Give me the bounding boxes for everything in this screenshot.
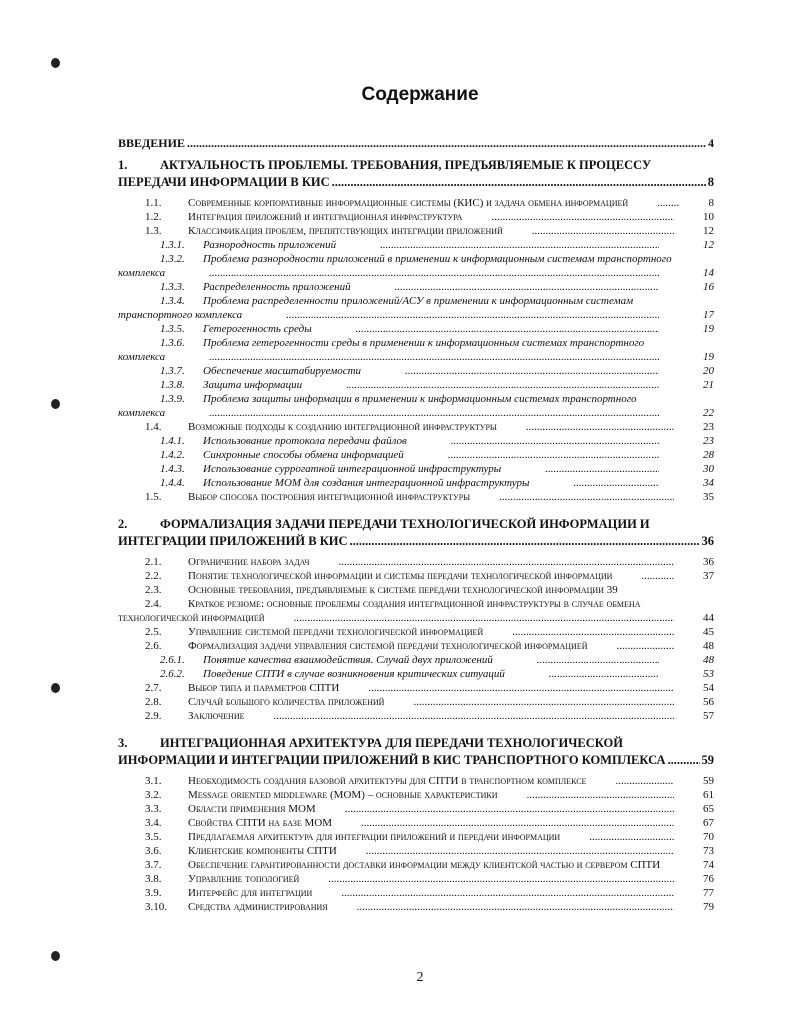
toc-entry-number: 1.3.5.	[160, 323, 185, 335]
toc-entry[interactable]	[118, 667, 714, 681]
toc-entry-number: 2.6.2.	[160, 668, 185, 680]
toc-entry-title: ВВЕДЕНИЕ .....	[118, 136, 185, 150]
page-title: Содержание	[361, 84, 479, 105]
toc-entry[interactable]	[118, 378, 714, 392]
toc-entry-page: 20	[659, 364, 714, 378]
toc-entry-number: 2.6.1.	[160, 654, 185, 666]
toc-entry-title: Управление топологией .....	[188, 873, 299, 885]
toc-entry-number: 2.1.	[145, 556, 162, 568]
toc-entry[interactable]	[118, 830, 714, 844]
toc-entry-number: 3.8.	[145, 873, 162, 885]
toc-entry[interactable]	[118, 774, 714, 788]
toc-entry-number: 1.3.1.	[160, 239, 185, 251]
toc-entry-number: 2.8.	[145, 696, 162, 708]
toc-entry-number: 2.2.	[145, 570, 162, 582]
toc-entry-number: 2.4.	[145, 598, 162, 610]
punch-hole-mark	[51, 399, 60, 409]
toc-entry-title: Краткое резюме: основные проблемы создания интеграционной инфраструктуры в случае обмена технологической информацией .....	[118, 598, 640, 624]
toc-entry-title: Использование протокола передачи файлов .....	[203, 435, 407, 447]
toc-entry-page: 67	[674, 816, 714, 830]
toc-entry-page: 12	[674, 224, 714, 238]
toc-entry-title: Защита информации .....	[203, 379, 302, 391]
toc-entry-number: 1.3.3.	[160, 281, 185, 293]
toc-entry[interactable]	[118, 392, 714, 420]
toc-entry-number: 1.4.4.	[160, 477, 185, 489]
toc-entry-page: 8	[707, 175, 714, 189]
toc-entry[interactable]	[118, 735, 714, 769]
toc-entry-title: Случай большого количества приложений .....	[188, 696, 384, 708]
toc-entry-number: 2.6.	[145, 640, 162, 652]
toc-entry-title: АКТУАЛЬНОСТЬ ПРОБЛЕМЫ. ТРЕБОВАНИЯ, ПРЕДЪЯВЛЯЕМЫЕ К ПРОЦЕССУ ПЕРЕДАЧИ ИНФОРМАЦИИ В КИС .....	[118, 158, 651, 189]
toc-entry-title: Выбор типа и параметров СПТИ .....	[188, 682, 339, 694]
toc-entry-number: 3.2.	[145, 789, 162, 801]
toc-entry-title: Разнородность приложений .....	[203, 239, 336, 251]
toc-entry-title: Интерфейс для интеграции .....	[188, 887, 312, 899]
toc-entry[interactable]	[118, 434, 714, 448]
toc-entry[interactable]	[118, 210, 714, 224]
toc-entry-number: 1.4.	[145, 421, 162, 433]
toc-entry-number: 1.4.3.	[160, 463, 185, 475]
toc-entry[interactable]	[118, 695, 714, 709]
toc-entry-number: 3.4.	[145, 817, 162, 829]
page-number: 2	[416, 970, 424, 985]
table-of-contents	[118, 135, 714, 914]
toc-entry-number: 1.3.7.	[160, 365, 185, 377]
toc-entry-title: ФОРМАЛИЗАЦИЯ ЗАДАЧИ ПЕРЕДАЧИ ТЕХНОЛОГИЧЕСКОЙ ИНФОРМАЦИИ И ИНТЕГРАЦИИ ПРИЛОЖЕНИЙ В КИС .....	[118, 517, 650, 548]
toc-entry[interactable]	[118, 252, 714, 280]
toc-entry-number: 2.9.	[145, 710, 162, 722]
toc-entry-number: 1.4.1.	[160, 435, 185, 447]
toc-entry[interactable]	[118, 802, 714, 816]
toc-entry-number: 3.9.	[145, 887, 162, 899]
toc-entry-page: 61	[674, 788, 714, 802]
toc-entry-page: 8	[680, 196, 715, 210]
toc-entry-title: Понятие качества взаимодействия. Случай двух приложений .....	[203, 654, 493, 666]
punch-hole-mark	[51, 951, 60, 961]
toc-entry-page: 59	[674, 774, 714, 788]
toc-entry[interactable]	[118, 196, 714, 210]
toc-entry-title: Предлагаемая архитектура для интеграции приложений и передачи информации .....	[188, 831, 560, 843]
toc-entry-title: Проблема распределенности приложений/АСУ в применении к информационным системам транспортного комплекса .....	[118, 295, 633, 321]
toc-entry-title: Современные корпоративные информационные системы (КИС) и задача обмена информацией .....	[188, 197, 628, 209]
toc-entry-title: ИНТЕГРАЦИОННАЯ АРХИТЕКТУРА ДЛЯ ПЕРЕДАЧИ ТЕХНОЛОГИЧЕСКОЙ ИНФОРМАЦИИ И ИНТЕГРАЦИИ ПРИЛОЖЕНИЙ В КИС ТРАНСПОРТНОГО КОМПЛЕКСА .....	[118, 736, 666, 767]
toc-entry-page: 14	[659, 266, 714, 280]
toc-entry-number: 3.6.	[145, 845, 162, 857]
toc-entry-title: Необходимость создания базовой архитектуры для СПТИ в транспортном комплексе .....	[188, 775, 586, 787]
toc-entry-page: 76	[674, 872, 714, 886]
toc-entry-number: 2.7.	[145, 682, 162, 694]
toc-entry[interactable]	[118, 555, 714, 569]
toc-entry-page: 73	[674, 844, 714, 858]
toc-entry[interactable]	[118, 135, 714, 151]
toc-entry-page: 28	[659, 448, 714, 462]
toc-entry-title: Обеспечение гарантированности доставки информации между клиентской частью и сервером СПТИ .....	[188, 859, 660, 871]
toc-entry-page: 19	[659, 322, 714, 336]
toc-entry-title: Использование суррогатной интеграционной инфраструктуры .....	[203, 463, 501, 475]
toc-entry-page: 4	[708, 136, 714, 150]
toc-entry[interactable]	[118, 157, 714, 191]
toc-entry[interactable]	[118, 886, 714, 900]
punch-hole-mark	[51, 683, 60, 693]
toc-entry-page: 48	[659, 653, 714, 667]
toc-entry-title: Синхронные способы обмена информацией .....	[203, 449, 404, 461]
toc-entry-number: 2.5.	[145, 626, 162, 638]
toc-entry-title: Распределенность приложений .....	[203, 281, 351, 293]
toc-entry[interactable]	[118, 900, 714, 914]
toc-entry-number: 2.3.	[145, 584, 162, 596]
toc-entry-page: 35	[674, 490, 714, 504]
toc-entry-number: 3.3.	[145, 803, 162, 815]
toc-entry-page: 36	[701, 534, 714, 548]
toc-entry-title: Свойства СПТИ на базе МОМ .....	[188, 817, 332, 829]
toc-entry-number: 1.4.2.	[160, 449, 185, 461]
toc-entry-number: 1.2.	[145, 211, 162, 223]
toc-entry-number: 3.5.	[145, 831, 162, 843]
toc-entry-number: 3.7.	[145, 859, 162, 871]
toc-entry-number: 2.	[118, 517, 128, 531]
toc-entry-number: 1.5.	[145, 491, 162, 503]
toc-entry[interactable]	[118, 872, 714, 886]
toc-entry[interactable]	[118, 516, 714, 550]
toc-entry-title: Гетерогенность среды .....	[203, 323, 312, 335]
toc-entry[interactable]	[118, 681, 714, 695]
toc-entry-page: 22	[659, 406, 714, 420]
toc-entry-number: 1.3.6.	[160, 337, 185, 349]
toc-entry-title: Использование МОМ для создания интеграционной инфраструктуры .....	[203, 477, 529, 489]
toc-entry-title: Ограничение набора задач .....	[188, 556, 309, 568]
toc-entry[interactable]	[118, 597, 714, 625]
toc-entry[interactable]	[118, 583, 714, 597]
toc-entry-title: Средства администрирования .....	[188, 901, 328, 913]
toc-entry[interactable]	[118, 336, 714, 364]
toc-entry-number: 3.	[118, 736, 128, 750]
toc-entry[interactable]	[118, 238, 714, 252]
toc-entry-number: 1.3.8.	[160, 379, 185, 391]
toc-entry[interactable]	[118, 569, 714, 583]
toc-entry-page: 23	[674, 420, 714, 434]
toc-entry-title: Понятие технологической информации и системы передачи технологической информации .....	[188, 570, 612, 582]
toc-entry-number: 1.1.	[145, 197, 162, 209]
toc-entry-page: 19	[659, 350, 714, 364]
toc-entry[interactable]	[118, 653, 714, 667]
toc-entry-page: 34	[659, 476, 714, 490]
toc-entry-page: 17	[659, 308, 714, 322]
toc-entry-page: 57	[674, 709, 714, 723]
toc-entry-number: 1.3.9.	[160, 393, 185, 405]
toc-entry-title: Выбор способа построения интеграционной инфраструктуры .....	[188, 491, 470, 503]
toc-entry[interactable]	[118, 816, 714, 830]
toc-entry-page: 21	[659, 378, 714, 392]
toc-entry-title: Формализация задачи управления системой передачи технологической информацией .....	[188, 640, 587, 652]
toc-entry-title: Проблема гетерогенности среды в применении к информационным системах транспортного комплекса .....	[118, 337, 644, 363]
toc-entry[interactable]	[118, 639, 714, 653]
toc-entry-number: 3.1.	[145, 775, 162, 787]
toc-entry-page: 45	[674, 625, 714, 639]
toc-entry[interactable]	[118, 420, 714, 434]
toc-entry-page: 74	[674, 858, 714, 872]
toc-entry-page: 37	[674, 569, 714, 583]
toc-entry-title: Основные требования, предъявляемые к системе передачи технологической информации 39	[188, 584, 618, 596]
toc-entry[interactable]	[118, 858, 714, 872]
toc-entry[interactable]	[118, 462, 714, 476]
toc-entry-page: 36	[674, 555, 714, 569]
toc-entry[interactable]	[118, 280, 714, 294]
toc-entry-page: 56	[674, 695, 714, 709]
toc-entry-page: 30	[659, 462, 714, 476]
toc-entry-page: 54	[674, 681, 714, 695]
toc-entry-page: 77	[674, 886, 714, 900]
toc-entry-page: 70	[674, 830, 714, 844]
toc-entry[interactable]	[118, 709, 714, 723]
toc-entry-page: 59	[701, 753, 714, 767]
toc-entry[interactable]	[118, 625, 714, 639]
toc-entry-page: 48	[674, 639, 714, 653]
punch-hole-mark	[51, 58, 60, 68]
toc-entry-title: Клиентские компоненты СПТИ .....	[188, 845, 337, 857]
toc-entry-page: 44	[674, 611, 714, 625]
toc-entry-title: Заключение .....	[188, 710, 245, 722]
toc-entry[interactable]	[118, 322, 714, 336]
toc-entry-title: Проблема защиты информации в применении к информационным системах транспортного комплекса .....	[118, 393, 637, 419]
toc-entry-title: Управление системой передачи технологической информацией .....	[188, 626, 483, 638]
toc-entry-number: 1.	[118, 158, 128, 172]
toc-entry-title: Обеспечение масштабируемости .....	[203, 365, 361, 377]
toc-entry-title: Классификация проблем, препятствующих интеграции приложений .....	[188, 225, 503, 237]
toc-entry[interactable]	[118, 844, 714, 858]
toc-entry[interactable]	[118, 224, 714, 238]
toc-entry-page: 53	[659, 667, 714, 681]
toc-entry[interactable]	[118, 476, 714, 490]
toc-entry-title: Возможные подходы к созданию интеграционной инфраструктуры .....	[188, 421, 497, 433]
toc-entry-title: Проблема разнородности приложений в применении к информационным системам транспортного комплекса .....	[118, 253, 672, 279]
toc-entry-page: 10	[674, 210, 714, 224]
toc-entry-page: 79	[674, 900, 714, 914]
toc-entry-page: 16	[659, 280, 714, 294]
toc-entry-page: 23	[659, 434, 714, 448]
toc-entry-title: Области применения МОМ .....	[188, 803, 316, 815]
toc-entry-page: 12	[659, 238, 714, 252]
toc-entry-number: 3.10.	[145, 901, 167, 913]
toc-entry-number: 1.3.2.	[160, 253, 185, 265]
toc-entry[interactable]	[118, 788, 714, 802]
toc-entry[interactable]	[118, 448, 714, 462]
toc-entry-title: Поведение СПТИ в случае возникновения критических ситуаций .....	[203, 668, 505, 680]
toc-entry[interactable]	[118, 490, 714, 504]
toc-entry-title: Message oriented middleware (МОМ) – основные характеристики .....	[188, 789, 498, 801]
toc-entry[interactable]	[118, 364, 714, 378]
toc-entry-number: 1.3.	[145, 225, 162, 237]
toc-entry-number: 1.3.4.	[160, 295, 185, 307]
toc-entry[interactable]	[118, 294, 714, 322]
toc-entry-page: 65	[674, 802, 714, 816]
toc-entry-title: Интеграция приложений и интеграционная инфраструктура .....	[188, 211, 462, 223]
